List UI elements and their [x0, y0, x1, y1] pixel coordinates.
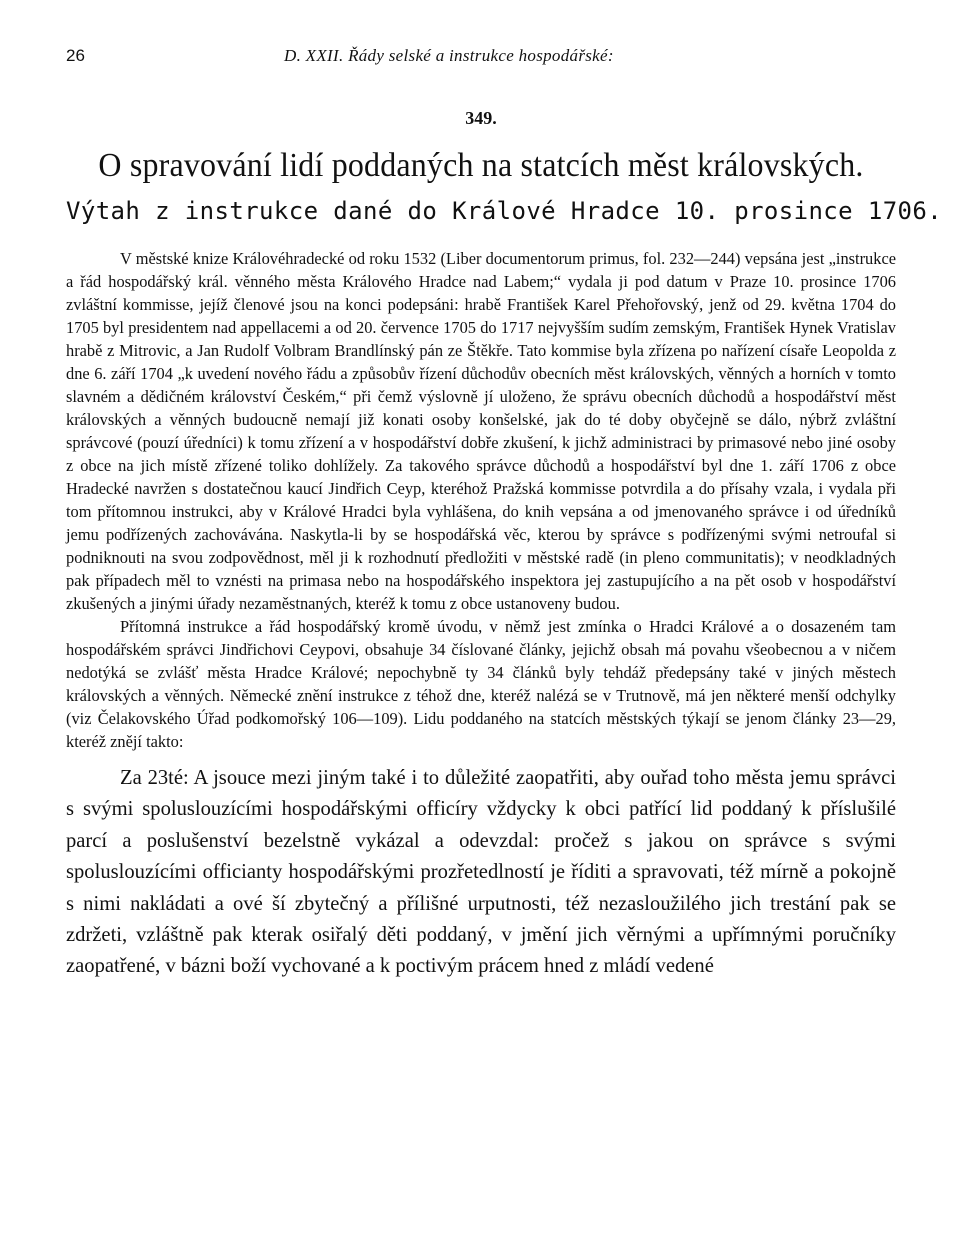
quoted-article [66, 763, 896, 983]
document-title: O spravování lidí poddaných na statcích měst královských. [98, 147, 864, 184]
quoted-article-text: Za 23té: A jsouce mezi jiným také i to důležité zaopatřiti, aby ouřad toho města jemu správci s svými spoluslouzícími hospodářskými officíry vždycky k obci patřící lid poddaný k příslušilé parcí a poslušenství bezelstně vykázal a odevzdal: pročež s jakou on správce s svými spoluslouzícími officianty hospodářskými prozřetedlností je říditi a spravovati, též mírně a pokojně s nimi nakládati a ové ší zbytečný a přílišné urputnosti, též nezasloužilého jich trestání pak se zdržeti, vzláštně pak kterak osiřalý děti poddaný, v jmění jich věrnými a upřímnými poručníky zaopatřené, v bázni boží vychované a k poctivým prácem hned z mládí vedené [66, 767, 896, 978]
introductory-text [66, 247, 896, 753]
document-page [66, 40, 943, 983]
intro-paragraph-2: Přítomná instrukce a řád hospodářský kromě úvodu, v němž jest zmínka o Hradci Králové a o dosazeném tam hospodářském správci Jindřichovi Ceypovi, obsahuje 34 číslované články, jejichž obsah má povahu všeobecnou a v ničem nedotýká se zvlášť města Hradce Králové; nepochybně ty 34 článků byly tehdáž předepsány také v jiných městech královských a věnných. Německé znění instrukce z téhož dne, kteréž nalézá se v Trutnově, má jen některé menší odchylky (viz Čelakovského Úřad podkomořský 106—109). Lidu poddaného na statcích městských týkají se jenom články 23—29, kteréž znějí takto: [66, 617, 896, 751]
intro-paragraph-1: V městské knize Královéhradecké od roku 1532 (Liber documentorum primus, fol. 232—244) vepsána jest „instrukce a řád hospodářský král. věnného města Králového Hradce nad Labem;“ vydala ji pod datum v Praze 10. prosince 1706 zvláštní kommisse, jejíž členové jsou na konci podepsáni: hrabě František Karel Přehořovský, jenž od 29. května 1704 do 1705 byl presidentem nad appellacemi a od 20. července 1705 do 1717 nejvyšším sudím zemským, František Hynek Vratislav hrabě z Mitrovic, a Jan Rudolf Volbram Brandlínský pán ze Štěkře. Tato kommise byla zřízena po nařízení císaře Leopolda z dne 6. září 1704 „k uvedení nového řádu a způsobův řízení důchodův obecních měst královských, věnných a horních v tomto slavném a dědičném království Českém,“ při čemž výslovně jí uloženo, že správu obecních důchodů a hospodářství měst královských a věnných budoucně nemají již konati osoby konšelské, jak do té doby obyčejně se dálo, nýbrž zvláštní správcové (pouzí úředníci) k tomu zřízení a v hospodářství dobře zkušení, k jichž administraci by primasové nebo jiné osoby z obce na jich místě zřízené toliko dohlížely. Za takového správce důchodů a hospodářství byl dne 1. září 1706 z obce Hradecké navržen s dostatečnou kaucí Jindřich Ceyp, kteréhož Pražská kommisse potvrdila a do přísahy vzala, i vydala při tom přítomnou instrukci, aby v Králové Hradci byla vyhlášena, do knih vepsána a od jmenovaného správce i od úředníků jemu podřízených zachovávána. Naskytla-li by se hospodářská věc, kterou by správce s podřízenými svými netroufal si podniknouti na svou zodpovědnost, měl ji k rozhodnutí předložiti v městské radě (in pleno communitatis); v neodkladných pak případech měl to vznésti na primasa nebo na hospodářského inspektora jej zastupujícího a na pět osob v hospodářství zkušených a jinými úřady nezaměstnaných, kteréž k tomu z obce ustanoveny budou. [66, 249, 896, 613]
page-header [66, 40, 896, 70]
running-title: D. XXII. Řády selské a instrukce hospodářské: [284, 46, 614, 65]
document-subtitle: Výtah z instrukce dané do Králové Hradce 10. prosince 1706. [66, 197, 943, 225]
page-number: 26 [66, 46, 85, 65]
document-number: 349. [465, 108, 497, 128]
